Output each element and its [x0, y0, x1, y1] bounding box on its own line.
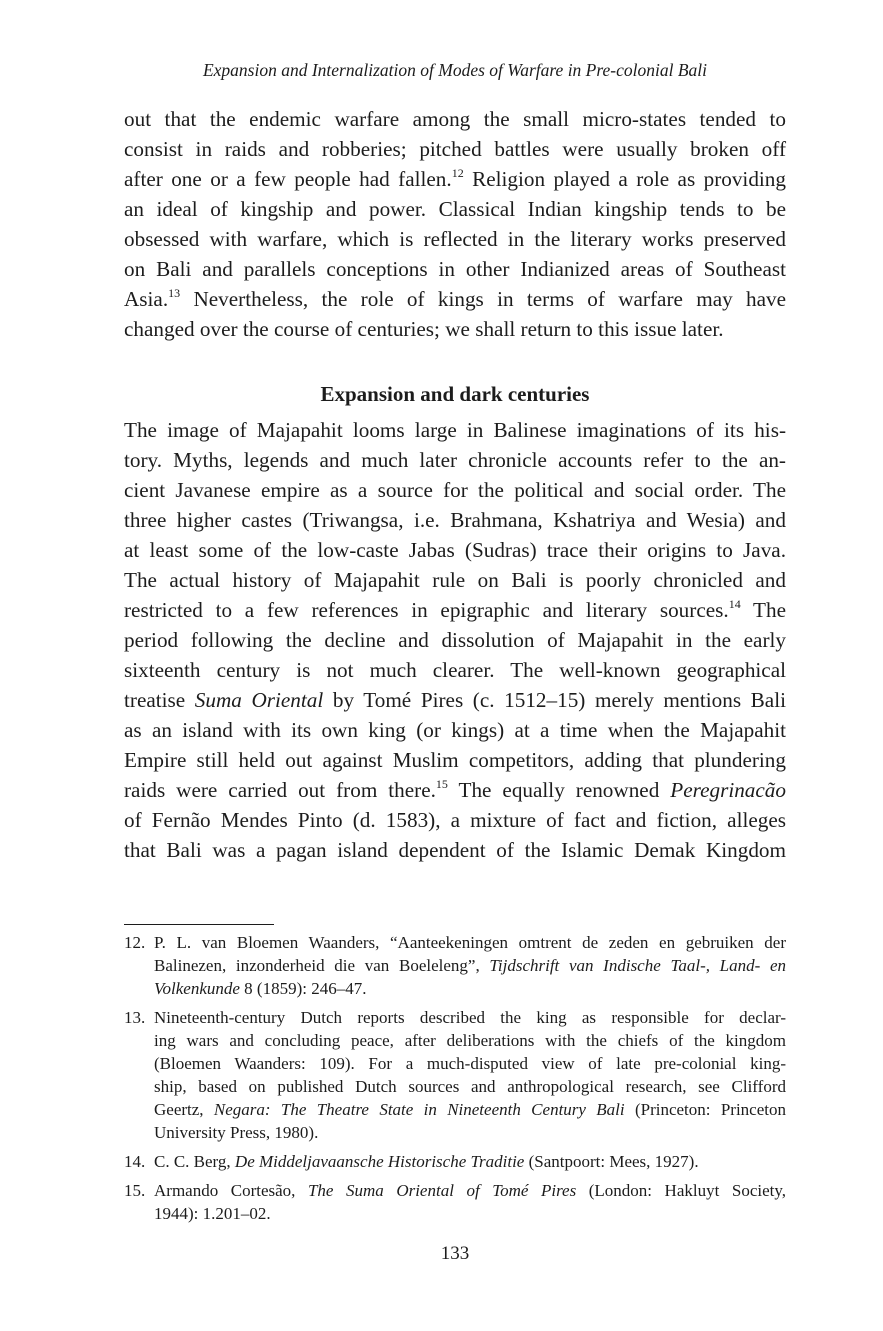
paragraph-2: [124, 415, 786, 865]
text-line: The actual history of Majapahit rule on Bali is poorly chronicled and: [124, 568, 786, 592]
footnote-line: C. C. Berg, De Middeljavaansche Historische Traditie (Santpoort: Mees, 1927).: [154, 1152, 699, 1171]
text-line: The image of Majapahit looms large in Balinese imaginations of its his-: [124, 418, 786, 442]
footnote-number: 12.: [124, 933, 146, 952]
footnote-line: (Bloemen Waanders: 109). For a much-disputed view of late pre-colonial king-: [154, 1054, 786, 1073]
footnote-12: [124, 931, 786, 1000]
footnote-15: [124, 1179, 786, 1225]
page-number: 133: [440, 1243, 470, 1264]
footnote-line: Armando Cortesão, The Suma Oriental of Tomé Pires (London: Hakluyt Society,: [154, 1181, 786, 1200]
text-line: consist in raids and robberies; pitched battles were usually broken off: [124, 137, 786, 161]
text-line: period following the decline and dissolution of Majapahit in the early: [124, 628, 786, 652]
text-line: of Fernão Mendes Pinto (d. 1583), a mixture of fact and fiction, alleges: [124, 808, 786, 832]
footnote-13: [124, 1006, 786, 1144]
book-title: Peregrinacão: [670, 778, 786, 802]
section-heading: Expansion and dark centuries: [320, 382, 590, 406]
footnote-line: Balinezen, inzonderheid die van Boeleleng”, Tijdschrift van Indische Taal-, Land- en: [154, 956, 786, 975]
text-line: Empire still held out against Muslim competitors, adding that plundering: [124, 748, 786, 772]
text-line: after one or a few people had fallen.$^{12}$ Religion played a role as providing: [124, 165, 786, 191]
text-line: sixteenth century is not much clearer. The well-known geographical: [124, 658, 786, 682]
footnote-divider: [124, 924, 274, 925]
text-line: Asia.$^{13}$ Nevertheless, the role of kings in terms of warfare may have: [124, 285, 786, 311]
footnote-ref-14[interactable]: 14: [728, 596, 741, 611]
running-head: Expansion and Internalization of Modes of Warfare in Pre-colonial Bali: [202, 60, 708, 80]
text-line: as an island with its own king (or kings) at a time when the Majapahit: [124, 718, 786, 742]
text-line: three higher castes (Triwangsa, i.e. Brahmana, Kshatriya and Wesia) and: [124, 508, 786, 532]
text-line: at least some of the low-caste Jabas (Sudras) trace their origins to Java.: [124, 538, 786, 562]
footnote-line: Volkenkunde 8 (1859): 246–47.: [154, 979, 367, 998]
text-line: out that the endemic warfare among the small micro-states tended to: [124, 107, 786, 131]
text-line: an ideal of kingship and power. Classical Indian kingship tends to be: [124, 197, 786, 221]
footnote-ref-12[interactable]: 12: [451, 165, 464, 180]
book-title: Suma Oriental: [194, 688, 324, 712]
text-line: tory. Myths, legends and much later chronicle accounts refer to the an-: [124, 448, 786, 472]
paragraph-1: [124, 104, 786, 344]
footnote-line: ship, based on published Dutch sources and anthropological research, see Clifford: [154, 1077, 786, 1096]
footnote-line: Geertz, Negara: The Theatre State in Nineteenth Century Bali (Princeton: Princeton: [154, 1100, 786, 1119]
footnote-line: Nineteenth-century Dutch reports described the king as responsible for declar-: [154, 1008, 786, 1027]
footnote-line: 1944): 1.201–02.: [154, 1204, 271, 1223]
footnote-line: University Press, 1980).: [154, 1123, 319, 1142]
footnote-number: 14.: [124, 1152, 146, 1171]
text-line: cient Javanese empire as a source for the political and social order. The: [124, 478, 786, 502]
text-line: changed over the course of centuries; we shall return to this issue later.: [124, 317, 724, 341]
text-line: on Bali and parallels conceptions in other Indianized areas of Southeast: [124, 257, 786, 281]
footnote-number: 13.: [124, 1008, 146, 1027]
footnote-number: 15.: [124, 1181, 146, 1200]
text-line: that Bali was a pagan island dependent of the Islamic Demak Kingdom: [124, 838, 786, 862]
footnote-14: [124, 1150, 786, 1173]
text-line: treatise Suma Oriental by Tomé Pires (c. 1512–15) merely mentions Bali: [124, 688, 786, 712]
footnotes: [124, 931, 786, 1231]
text-line: obsessed with warfare, which is reflected in the literary works preserved: [124, 227, 786, 251]
footnote-ref-15[interactable]: 15: [435, 776, 448, 791]
footnote-line: ing wars and concluding peace, after deliberations with the chiefs of the kingdom: [154, 1031, 786, 1050]
footnote-line: P. L. van Bloemen Waanders, “Aanteekeningen omtrent de zeden en gebruiken der: [154, 933, 786, 952]
footnote-ref-13[interactable]: 13: [168, 285, 181, 300]
text-line: restricted to a few references in epigraphic and literary sources.$^{14}$ The: [124, 596, 786, 622]
text-line: raids were carried out from there.$^{15}$ The equally renowned Peregrinacão: [124, 776, 786, 802]
